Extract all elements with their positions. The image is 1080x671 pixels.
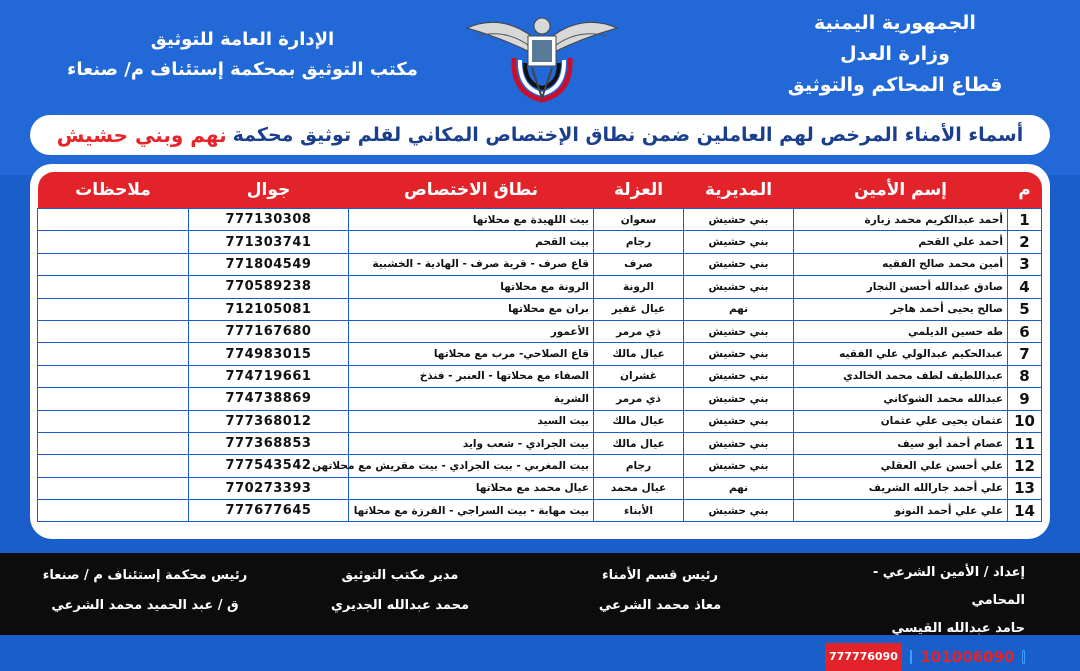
row-district: بني حشيش	[684, 276, 794, 298]
row-scope: الشرية	[349, 388, 594, 410]
phone-icon	[1022, 650, 1025, 664]
row-scope: بيت المغربي - بيت الجرادي - بيت مقريش مع محلاتهن	[349, 455, 594, 477]
row-uzla: سعوان	[594, 209, 684, 231]
row-notes	[38, 298, 189, 320]
prepared-phones	[825, 643, 1025, 671]
table-row	[38, 209, 1042, 231]
table-row	[38, 320, 1042, 342]
yemen-eagle-emblem-icon	[462, 8, 622, 104]
col-header-name: إسم الأمين	[794, 172, 1008, 209]
prepared-phone-2: 777776090	[825, 643, 902, 671]
row-district: بني حشيش	[684, 365, 794, 387]
row-mobile: 774719661	[189, 365, 349, 387]
row-mobile: 771303741	[189, 231, 349, 253]
row-name: صادق عبدالله أحسن النجار	[794, 276, 1008, 298]
header-left-line-1: الإدارة العامة للتوثيق	[150, 29, 335, 50]
row-num: 6	[1008, 320, 1042, 342]
row-scope: قاع الصلاحي- مرب مع محلاتها	[349, 343, 594, 365]
header-ministry-block	[765, 8, 1025, 101]
row-name: صالح يحيى أحمد هاجر	[794, 298, 1008, 320]
row-notes	[38, 500, 189, 522]
row-num: 1	[1008, 209, 1042, 231]
col-header-scope: نطاق الاختصاص	[349, 172, 594, 209]
signature-block-1	[560, 561, 760, 621]
table-header-row	[38, 172, 1042, 209]
signature-block-2	[300, 561, 500, 621]
sig1-title: رئيس قسم الأمناء	[601, 568, 719, 583]
col-header-mobile: جوال	[189, 172, 349, 209]
row-mobile: 770273393	[189, 477, 349, 499]
row-district: نهم	[684, 477, 794, 499]
col-header-num: م	[1008, 172, 1042, 209]
table-row	[38, 455, 1042, 477]
row-uzla: الأبناء	[594, 500, 684, 522]
table-row	[38, 298, 1042, 320]
table-row	[38, 500, 1042, 522]
row-num: 3	[1008, 253, 1042, 275]
row-mobile: 774738869	[189, 388, 349, 410]
row-scope: بيت مهابة - بيت السراجي - الفرزة مع محلاتها	[349, 500, 594, 522]
row-notes	[38, 253, 189, 275]
row-name: عثمان يحيى علي عثمان	[794, 410, 1008, 432]
header-right-line-3: قطاع المحاكم والتوثيق	[787, 74, 1003, 96]
row-notes	[38, 410, 189, 432]
row-name: عبدالله محمد الشوكاني	[794, 388, 1008, 410]
row-notes	[38, 209, 189, 231]
row-name: علي علي أحمد النونو	[794, 500, 1008, 522]
row-name: علي أحمد جارالله الشريف	[794, 477, 1008, 499]
phone-icon	[910, 650, 913, 664]
row-mobile: 777368853	[189, 432, 349, 454]
row-scope: بيت القحم	[349, 231, 594, 253]
row-mobile: 777167680	[189, 320, 349, 342]
row-num: 14	[1008, 500, 1042, 522]
row-name: طه حسين الديلمي	[794, 320, 1008, 342]
row-district: بني حشيش	[684, 209, 794, 231]
row-mobile: 777677645	[189, 500, 349, 522]
prepared-phone-1: 101006090	[920, 648, 1015, 666]
row-notes	[38, 388, 189, 410]
row-num: 4	[1008, 276, 1042, 298]
row-scope: بيت اللهيدة مع محلاتها	[349, 209, 594, 231]
row-scope: الأعمور	[349, 320, 594, 342]
row-notes	[38, 231, 189, 253]
row-num: 9	[1008, 388, 1042, 410]
sig3-title: رئيس محكمة إستئناف م / صنعاء	[42, 568, 248, 583]
table-row	[38, 343, 1042, 365]
row-district: بني حشيش	[684, 500, 794, 522]
row-num: 2	[1008, 231, 1042, 253]
row-district: نهم	[684, 298, 794, 320]
row-district: بني حشيش	[684, 343, 794, 365]
col-header-uzla: العزلة	[594, 172, 684, 209]
table-card	[30, 164, 1050, 539]
row-scope: الرونة مع محلاتها	[349, 276, 594, 298]
row-scope: عيال محمد مع محلاتها	[349, 477, 594, 499]
row-num: 13	[1008, 477, 1042, 499]
row-name: عبدالحكيم عبدالولي علي الفقيه	[794, 343, 1008, 365]
sig1-name: معاذ محمد الشرعي	[598, 598, 722, 613]
row-num: 8	[1008, 365, 1042, 387]
row-uzla: عيال غفير	[594, 298, 684, 320]
row-notes	[38, 477, 189, 499]
table-row	[38, 276, 1042, 298]
sig3-name: ق / عبد الحميد محمد الشرعي	[51, 598, 239, 613]
footer-band	[0, 553, 1080, 666]
row-mobile: 712105081	[189, 298, 349, 320]
row-scope: بران مع محلاتها	[349, 298, 594, 320]
header-office-block	[60, 25, 425, 85]
prepared-name: حامد عبدالله القيسي	[891, 621, 1025, 636]
row-district: بني حشيش	[684, 455, 794, 477]
col-header-notes: ملاحظات	[38, 172, 189, 209]
table-body	[38, 209, 1042, 522]
table-row	[38, 365, 1042, 387]
header-right-line-2: وزارة العدل	[840, 43, 950, 65]
row-district: بني حشيش	[684, 231, 794, 253]
row-mobile: 777130308	[189, 209, 349, 231]
row-name: عبداللطيف لطف محمد الخالدي	[794, 365, 1008, 387]
row-uzla: عيال مالك	[594, 410, 684, 432]
sig2-title: مدير مكتب التوثيق	[341, 568, 459, 583]
row-uzla: عيال مالك	[594, 432, 684, 454]
row-mobile: 774983015	[189, 343, 349, 365]
row-scope: بيت السيد	[349, 410, 594, 432]
row-name: أحمد علي القحم	[794, 231, 1008, 253]
prepared-label: إعداد / الأمين الشرعي - المحامي	[872, 565, 1025, 608]
row-name: علي أحسن علي العقلي	[794, 455, 1008, 477]
table-row	[38, 231, 1042, 253]
row-district: بني حشيش	[684, 320, 794, 342]
row-uzla: ذي مرمر	[594, 388, 684, 410]
table-row	[38, 432, 1042, 454]
row-district: بني حشيش	[684, 253, 794, 275]
row-notes	[38, 432, 189, 454]
title-highlight: نهم وبني حشيش	[56, 123, 227, 147]
row-mobile: 777543542	[189, 455, 349, 477]
table-row	[38, 388, 1042, 410]
row-uzla: غشران	[594, 365, 684, 387]
row-uzla: الرونة	[594, 276, 684, 298]
row-notes	[38, 276, 189, 298]
sig2-name: محمد عبدالله الجديري	[330, 598, 470, 613]
row-uzla: عيال محمد	[594, 477, 684, 499]
row-uzla: عيال مالك	[594, 343, 684, 365]
row-uzla: رجام	[594, 455, 684, 477]
header-right-line-1: الجمهورية اليمنية	[814, 12, 976, 34]
row-uzla: صرف	[594, 253, 684, 275]
row-mobile: 777368012	[189, 410, 349, 432]
row-notes	[38, 343, 189, 365]
table-row	[38, 410, 1042, 432]
row-name: أمين محمد صالح الفقيه	[794, 253, 1008, 275]
row-num: 7	[1008, 343, 1042, 365]
row-district: بني حشيش	[684, 432, 794, 454]
row-notes	[38, 365, 189, 387]
row-name: عصام أحمد أبو سيف	[794, 432, 1008, 454]
title-text: أسماء الأمناء المرخص لهم العاملين ضمن نطاق الإختصاص المكاني لقلم توثيق محكمة	[232, 124, 1024, 146]
row-mobile: 770589238	[189, 276, 349, 298]
signature-block-3	[25, 561, 265, 621]
page-title	[30, 115, 1050, 155]
col-header-district: المديرية	[684, 172, 794, 209]
row-uzla: رجام	[594, 231, 684, 253]
notaries-table	[37, 172, 1042, 522]
row-notes	[38, 320, 189, 342]
row-mobile: 771804549	[189, 253, 349, 275]
row-name: أحمد عبدالكريم محمد زبارة	[794, 209, 1008, 231]
prepared-by-block	[825, 559, 1025, 671]
row-num: 11	[1008, 432, 1042, 454]
table-row	[38, 253, 1042, 275]
row-district: بني حشيش	[684, 410, 794, 432]
row-scope: الصفاء مع محلاتها - العنبر - فنذخ	[349, 365, 594, 387]
row-scope: قاع صرف - قرية صرف - الهادية - الخشبية	[349, 253, 594, 275]
row-uzla: ذي مرمر	[594, 320, 684, 342]
row-scope: بيت الجرادي - شعب وايد	[349, 432, 594, 454]
row-num: 10	[1008, 410, 1042, 432]
header-left-line-2: مكتب التوثيق بمحكمة إستئناف م/ صنعاء	[67, 59, 418, 80]
row-num: 12	[1008, 455, 1042, 477]
table-row	[38, 477, 1042, 499]
row-notes	[38, 455, 189, 477]
row-num: 5	[1008, 298, 1042, 320]
row-district: بني حشيش	[684, 388, 794, 410]
